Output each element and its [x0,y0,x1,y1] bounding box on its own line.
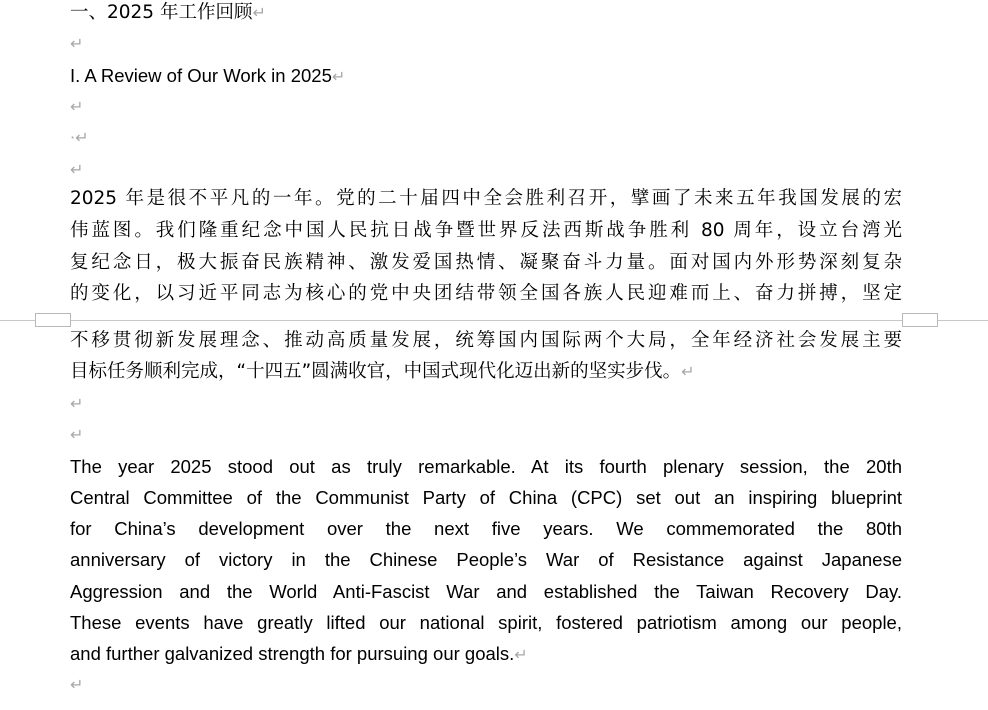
en-paragraph-line[interactable]: anniversary of victory in the Chinese People’s War of Resistance against Japanese [70,549,902,570]
empty-paragraph[interactable] [70,674,83,696]
paragraph-mark: ↵ [331,67,346,86]
paragraph-mark: ↵ [70,425,84,444]
empty-paragraph[interactable] [70,96,83,118]
cn-paragraph-line[interactable]: 2025 年是很不平凡的一年。党的二十届四中全会胜利召开，擘画了未来五年我国发展的宏 [70,188,902,209]
heading-cn-text: 一、2025 年工作回顾 [70,2,253,23]
page-boundary-line [0,320,988,321]
en-paragraph-line[interactable]: These events have greatly lifted our national spirit, fostered patriotism among our people, [70,612,902,633]
paragraph-mark: ↵ [70,675,84,694]
paragraph-mark: ↵ [252,3,266,22]
cn-paragraph-line: 目标任务顺利完成，“十四五”圆满收官，中国式现代化迈出新的坚实步伐。 [70,361,682,382]
bullet-paragraph-mark: ·↵ [70,128,89,147]
en-paragraph-line[interactable]: for China’s development over the next five years. We commemorated the 80th [70,518,902,539]
en-paragraph-line[interactable]: Central Committee of the Communist Party of China (CPC) set out an inspiring blueprint [70,487,902,508]
empty-bullet-paragraph[interactable] [70,127,89,149]
paragraph-mark: ↵ [70,160,84,179]
paragraph-mark: ↵ [70,97,84,116]
heading-en[interactable] [70,65,345,88]
en-paragraph-last-line[interactable] [70,643,528,666]
empty-paragraph[interactable] [70,159,83,181]
empty-paragraph[interactable] [70,393,83,415]
cn-paragraph-last-line[interactable] [70,361,695,383]
paragraph-mark: ↵ [70,394,84,413]
heading-cn[interactable] [70,2,266,24]
cn-paragraph-line[interactable]: 复纪念日，极大振奋民族精神、激发爱国热情、凝聚奋斗力量。面对国内外形势深刻复杂 [70,252,902,273]
empty-paragraph[interactable] [70,424,83,446]
en-paragraph-line: and further galvanized strength for pursuing our goals. [70,643,515,664]
heading-en-text: I. A Review of Our Work in 2025 [70,65,332,86]
paragraph-mark: ↵ [681,362,695,381]
cn-paragraph-line[interactable]: 不移贯彻新发展理念、推动高质量发展，统筹国内国际两个大局，全年经济社会发展主要 [70,330,902,351]
page-break [0,317,988,325]
en-paragraph-line[interactable]: Aggression and the World Anti-Fascist War and established the Taiwan Recovery Day. [70,581,902,602]
paragraph-mark: ↵ [70,34,84,53]
page-corner-left [35,313,71,327]
en-paragraph-line[interactable]: The year 2025 stood out as truly remarkable. At its fourth plenary session, the 20th [70,456,902,477]
page-corner-right [902,313,938,327]
cn-paragraph-line[interactable]: 伟蓝图。我们隆重纪念中国人民抗日战争暨世界反法西斯战争胜利 80 周年，设立台湾光 [70,220,902,241]
paragraph-mark: ↵ [514,645,528,664]
cn-paragraph-line[interactable]: 的变化，以习近平同志为核心的党中央团结带领全国各族人民迎难而上、奋力拼搏，坚定 [70,283,902,304]
empty-paragraph[interactable] [70,33,83,55]
